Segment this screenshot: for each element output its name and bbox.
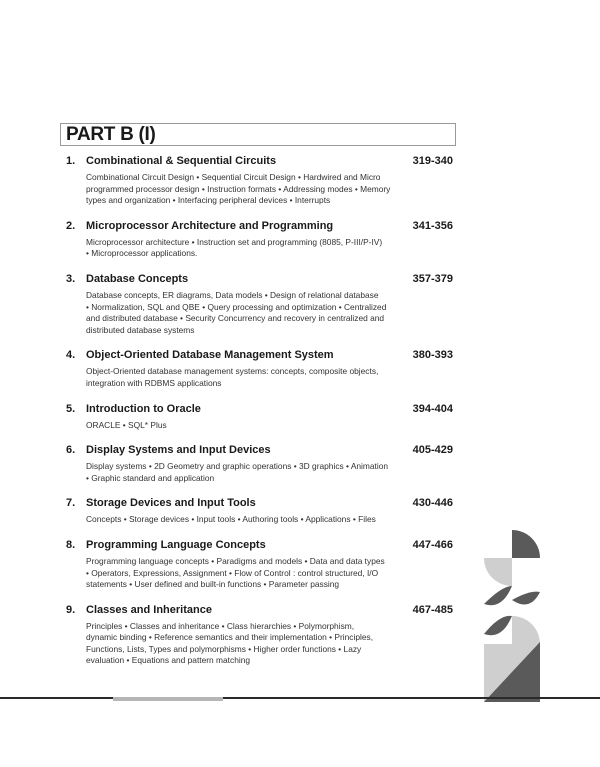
page-range: 447-466 <box>412 538 453 551</box>
topic-line: Functions, Lists, Types and polymorphisms • Higher order functions • Lazy <box>86 643 362 654</box>
chapter-number: 2. <box>66 219 76 232</box>
bottom-rule <box>0 697 600 699</box>
topic-line: Microprocessor architecture • Instruction set and programming (8085, P-III/P-IV) <box>86 236 383 247</box>
chapter-topics <box>86 461 416 484</box>
chapter-topics <box>86 514 416 526</box>
topic-line: • Graphic standard and application <box>86 472 215 483</box>
toc-entry <box>66 155 458 207</box>
chapter-title: Classes and Inheritance <box>86 603 212 616</box>
topic-line: programmed processor design • Instruction formats • Addressing modes • Memory <box>86 183 391 194</box>
deco-leaf-dark-right <box>512 592 540 605</box>
deco-leaf-dark-left <box>484 586 512 605</box>
toc-entry <box>66 444 458 484</box>
toc-entry <box>66 604 458 667</box>
chapter-number: 9. <box>66 603 76 616</box>
toc-entry-heading <box>66 539 458 551</box>
topic-line: Object-Oriented database management systems: concepts, composite objects, <box>86 366 379 377</box>
chapter-number: 8. <box>66 538 76 551</box>
toc-entry-heading <box>66 604 458 616</box>
toc-entry <box>66 273 458 336</box>
deco-half-circle-top <box>512 530 540 558</box>
topic-line: Combinational Circuit Design • Sequential Circuit Design • Hardwired and Micro <box>86 172 381 182</box>
page-range: 341-356 <box>412 219 453 232</box>
topic-line: statements • User defined and built-in functions • Parameter passing <box>86 579 340 590</box>
topic-line: Principles • Classes and inheritance • Class hierarchies • Polymorphism, <box>86 620 355 631</box>
chapter-title: Object-Oriented Database Management System <box>86 349 334 362</box>
toc-entry <box>66 349 458 389</box>
chapter-topics <box>86 621 416 667</box>
chapter-title: Storage Devices and Input Tools <box>86 497 256 510</box>
toc-entry-heading <box>66 444 458 456</box>
toc-entry-heading <box>66 497 458 509</box>
topic-line: evaluation • Equations and pattern matching <box>86 655 251 666</box>
chapter-topics <box>86 237 416 260</box>
table-of-contents <box>66 155 458 680</box>
bottom-accent-bar <box>113 697 223 701</box>
toc-entry-heading <box>66 273 458 285</box>
topic-line: Programming language concepts • Paradigms and models • Data and data types <box>86 555 385 566</box>
chapter-topics <box>86 556 416 591</box>
decorative-geometric-graphic <box>480 530 540 702</box>
topic-line: and distributed database • Security Concurrency and recovery in centralized and <box>86 313 385 324</box>
page-range: 357-379 <box>412 272 453 285</box>
chapter-number: 3. <box>66 272 76 285</box>
page-range: 405-429 <box>412 444 453 457</box>
chapter-number: 5. <box>66 402 76 415</box>
chapter-topics <box>86 290 416 336</box>
topic-line: Database concepts, ER diagrams, Data models • Design of relational database <box>86 289 379 300</box>
toc-entry <box>66 539 458 591</box>
deco-quarter-light <box>484 558 512 586</box>
chapter-title: Microprocessor Architecture and Programming <box>86 219 334 232</box>
topic-line: types and organization • Interfacing peripheral devices • Interrupts <box>86 195 331 206</box>
topic-line: distributed database systems <box>86 324 195 335</box>
topic-line: integration with RDBMS applications <box>86 377 222 388</box>
topic-line: • Normalization, SQL and QBE • Query processing and optimization • Centralized <box>86 301 387 312</box>
chapter-topics <box>86 172 416 207</box>
topic-line: Display systems • 2D Geometry and graphic operations • 3D graphics • Animation <box>86 461 389 472</box>
topic-line: • Operators, Expressions, Assignment • Flow of Control : control structured, I/O <box>86 567 379 578</box>
page-range: 394-404 <box>412 402 453 415</box>
topic-line: • Microprocessor applications. <box>86 248 198 259</box>
deco-leaf-dark-lower <box>484 616 512 635</box>
toc-entry-heading <box>66 403 458 415</box>
toc-entry-heading <box>66 220 458 232</box>
page-range: 430-446 <box>412 497 453 510</box>
page-range: 467-485 <box>412 603 453 616</box>
toc-entry <box>66 403 458 432</box>
topic-line: Concepts • Storage devices • Input tools • Authoring tools • Applications • Files <box>86 514 376 525</box>
chapter-number: 4. <box>66 349 76 362</box>
toc-entry-heading <box>66 349 458 361</box>
topic-line: dynamic binding • Reference semantics and their implementation • Principles, <box>86 632 374 643</box>
toc-entry-heading <box>66 155 458 167</box>
toc-entry <box>66 497 458 526</box>
chapter-title: Combinational & Sequential Circuits <box>86 155 277 167</box>
chapter-number: 6. <box>66 444 76 457</box>
chapter-title: Programming Language Concepts <box>86 538 266 551</box>
chapter-number: 1. <box>66 155 76 167</box>
toc-entry <box>66 220 458 260</box>
page-range: 380-393 <box>412 349 453 362</box>
part-heading: PART B (I) <box>66 124 156 145</box>
topic-line: ORACLE • SQL* Plus <box>86 419 167 430</box>
chapter-topics <box>86 420 416 432</box>
page-range: 319-340 <box>412 155 453 167</box>
chapter-number: 7. <box>66 497 76 510</box>
chapter-title: Introduction to Oracle <box>86 402 201 415</box>
chapter-title: Database Concepts <box>86 272 189 285</box>
chapter-title: Display Systems and Input Devices <box>86 444 271 457</box>
chapter-topics <box>86 366 416 389</box>
